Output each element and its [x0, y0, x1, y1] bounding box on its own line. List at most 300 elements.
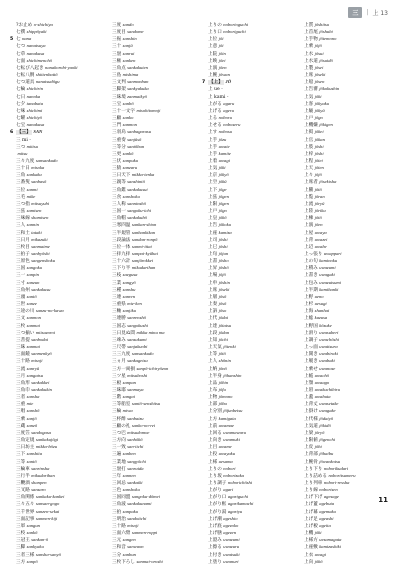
entry-reading: agari — [223, 487, 234, 493]
dictionary-entry — [298, 416, 390, 423]
dictionary-entry — [10, 265, 102, 272]
entry-headword: 上りの — [208, 466, 222, 472]
entry-reading: jōsho — [218, 258, 229, 264]
entry-headword: 七日 — [16, 94, 26, 100]
dictionary-entry — [202, 187, 294, 194]
entry-reading: sankaku — [26, 172, 42, 178]
entry-reading: jōfunbetsu — [223, 408, 243, 414]
entry-reading: mitsudomoe — [127, 429, 150, 435]
entry-headword: 上流 — [304, 201, 314, 207]
entry-reading: sanzen-sekai — [35, 508, 60, 514]
dictionary-entry — [298, 43, 390, 50]
entry-reading: jōtō — [314, 186, 322, 192]
dictionary-entry — [298, 194, 390, 201]
entry-headword: 上付き — [208, 552, 222, 558]
entry-number: 5 — [10, 37, 14, 43]
entry-headword: 七夕 — [16, 101, 26, 107]
header-separator: | — [366, 8, 369, 16]
entry-headword: 三日月 — [16, 237, 30, 243]
entry-reading: kamizashiki — [319, 544, 341, 550]
dictionary-entry — [202, 516, 294, 523]
dictionary-entry — [202, 509, 294, 516]
entry-headword: 三和音 — [112, 545, 126, 551]
entry-reading: noborikudari — [323, 465, 349, 471]
dictionary-entry — [106, 330, 198, 337]
dictionary-entry — [106, 444, 198, 451]
entry-reading: kōzuke — [319, 322, 332, 328]
entry-reading: uwazutsumi — [319, 279, 341, 285]
entry-headword: 上訴 — [208, 309, 218, 315]
entry-reading: noborioguchi — [223, 22, 249, 27]
entry-headword: 上代 — [208, 316, 218, 322]
entry-reading: sanshō — [26, 408, 40, 414]
dictionary-entry — [298, 101, 390, 108]
entry-reading: jōzu — [218, 136, 227, 142]
dictionary-entry — [202, 430, 294, 437]
entry-headword: 上様 — [208, 459, 218, 465]
entry-reading: sangai — [122, 394, 135, 400]
entry-reading: sankyaku — [26, 544, 44, 550]
entry-reading: sanrui — [122, 50, 135, 56]
entry-reading: agebuta — [319, 501, 335, 507]
entry-headword: 上級 — [304, 108, 314, 114]
entry-reading: mitsuboshi — [127, 372, 148, 378]
dictionary-entry — [202, 215, 294, 222]
dictionary-entry — [298, 151, 390, 158]
entry-reading: sanninshō — [127, 200, 146, 206]
entry-reading: sanjūsō — [127, 136, 142, 142]
dictionary-entry — [298, 251, 390, 258]
dictionary-entry — [298, 29, 390, 36]
dictionary-entry — [10, 459, 102, 466]
entry-reading: jōhanshin — [223, 372, 242, 378]
dictionary-entry — [10, 430, 102, 437]
entry-headword: 七宝 — [16, 123, 26, 129]
entry-reading: uwaago — [314, 379, 330, 385]
entry-headword: 三下 — [16, 452, 26, 458]
entry-headword: 三十日 — [16, 166, 30, 172]
entry-reading: sankagetsu — [127, 358, 148, 364]
entry-headword: 三権 — [112, 58, 122, 64]
entry-reading: uwagi — [218, 157, 230, 163]
entry-reading: tataki — [31, 229, 42, 235]
dictionary-entry — [10, 94, 102, 101]
entry-headword: 三伏 — [112, 158, 122, 164]
entry-reading: uesamagata — [319, 537, 342, 543]
entry-reading: sankakuten — [127, 64, 148, 70]
entry-reading: shichirin — [26, 86, 44, 92]
entry-headword: 上乗 — [304, 44, 314, 50]
entry-headword: 三度笠 — [16, 430, 30, 436]
entry-reading: uwazuru — [223, 544, 240, 550]
dictionary-entry — [202, 94, 294, 101]
entry-reading: ageru — [223, 107, 234, 113]
entry-headword: 三和土 — [16, 230, 30, 236]
dictionary-entry — [106, 137, 198, 144]
entry-reading: sansankudo — [131, 351, 154, 357]
entry-reading: uwachō — [314, 372, 329, 378]
entry-headword: 上席 — [208, 287, 218, 293]
entry-headword: 三元 — [112, 538, 122, 544]
entry-headword: 上陸 — [304, 209, 314, 215]
dictionary-entry — [202, 444, 294, 451]
entry-headword: 三月 — [16, 373, 26, 379]
entry-reading: uwakuchibiru — [314, 386, 340, 392]
entry-headword: 上腕 — [208, 73, 218, 79]
entry-reading: mikudarihan — [131, 265, 156, 271]
dictionary-entry — [202, 416, 294, 423]
dictionary-entry — [202, 272, 294, 279]
entry-reading: jōwan — [218, 72, 230, 78]
entry-reading: jōsei — [314, 64, 324, 70]
entry-headword: 三拍 — [112, 509, 122, 515]
entry-headword: 上顎 — [304, 380, 314, 386]
entry-reading: noborizaka — [223, 472, 244, 478]
dictionary-entry — [202, 51, 294, 58]
entry-headword: 上司 — [208, 237, 218, 243]
dictionary-entry — [106, 366, 198, 373]
dictionary-entry — [10, 516, 102, 523]
entry-reading: sanben — [122, 451, 136, 457]
entry-reading: misoka — [31, 165, 45, 171]
entry-headword: 三親等 — [112, 180, 126, 186]
entry-reading: sanbasō — [31, 179, 47, 185]
entry-headword: 上納 — [208, 366, 218, 372]
entry-headword: 三等船室 — [112, 402, 131, 408]
entry-headword: 上背 — [304, 237, 314, 243]
entry-headword: 三叉路 — [16, 488, 30, 494]
dictionary-entry — [298, 387, 390, 394]
entry-headword: 三日天下 — [112, 173, 131, 179]
dictionary-entry — [10, 387, 102, 394]
entry-headword: 三角関係 — [16, 495, 35, 501]
dictionary-entry — [202, 301, 294, 308]
entry-headword: 三国 — [16, 266, 26, 272]
entry-headword: 三人 — [16, 223, 26, 229]
section-tab[interactable]: 三 — [348, 7, 362, 18]
dictionary-entry — [202, 315, 294, 322]
entry-reading: sansukumi — [127, 336, 147, 342]
entry-reading: sanmenkyō — [31, 351, 52, 357]
entry-reading: sanmaya — [127, 386, 144, 392]
entry-reading: sankyakuka — [127, 86, 149, 92]
dictionary-entry — [298, 215, 390, 222]
entry-reading: uwasuberi — [319, 329, 339, 335]
entry-headword: 三業地 — [112, 459, 126, 465]
dictionary-entry — [298, 308, 390, 315]
entry-headword: 上申 — [208, 280, 218, 286]
entry-reading: jōtei — [314, 157, 323, 163]
dictionary-entry — [298, 373, 390, 380]
entry-headword: 上書 — [208, 259, 218, 265]
entry-reading: sannin — [26, 222, 39, 228]
entry-reading: mitsuyubi — [31, 200, 50, 206]
entry-headword: 上せる — [208, 123, 222, 129]
entry-reading: agarikamachi — [227, 501, 254, 507]
dictionary-entry — [10, 208, 102, 215]
dictionary-entry — [106, 43, 198, 50]
dictionary-entry — [10, 330, 102, 337]
entry-headword: 三ヵ月 — [112, 359, 126, 365]
dictionary-entry — [10, 58, 102, 65]
entry-headword: 上げ底 — [208, 523, 222, 529]
dictionary-entry — [10, 51, 102, 58]
entry-reading: jōshi — [314, 150, 324, 156]
dictionary-entry — [106, 423, 198, 430]
entry-reading: sangyō — [122, 279, 136, 285]
dictionary-entry — [298, 72, 390, 79]
entry-reading: jōjun — [218, 251, 229, 256]
dictionary-entry — [10, 201, 102, 208]
dictionary-entry — [202, 523, 294, 530]
entry-headword: 上質 — [304, 23, 314, 28]
entry-reading: sanren — [122, 293, 136, 299]
dictionary-entry — [202, 194, 294, 201]
dictionary-entry — [106, 552, 198, 559]
entry-column-3 — [202, 22, 294, 565]
entry-headword: 上首尾 — [304, 30, 318, 36]
entry-headword: 三十六計 — [112, 259, 131, 265]
entry-reading: noborichōshi — [227, 480, 253, 485]
dictionary-entry — [202, 258, 294, 265]
entry-headword: 上役 — [208, 452, 218, 458]
entry-headword: 上客 — [304, 101, 314, 107]
entry-headword: 三塁打 — [112, 466, 126, 472]
entry-headword: 三更 — [112, 151, 122, 157]
entry-headword: 上巳 — [208, 244, 218, 250]
entry-headword: 上げ下げ — [304, 495, 323, 501]
entry-reading: jōryū — [314, 200, 325, 206]
entry-headword: 上空 — [208, 180, 218, 186]
entry-reading: sando — [122, 22, 134, 27]
entry-reading: misohitomoji — [136, 107, 161, 113]
dictionary-entry — [298, 459, 390, 466]
dictionary-entry — [106, 516, 198, 523]
entry-reading: kamigata — [218, 415, 236, 421]
entry-reading: uwattsura — [319, 344, 338, 350]
dictionary-entry — [298, 108, 390, 115]
entry-headword: 三板 — [112, 380, 122, 386]
entry-headword: 三つ — [16, 144, 26, 150]
entry-reading: uwatsuki — [223, 551, 240, 557]
dictionary-entry — [106, 201, 198, 208]
dictionary-entry — [202, 222, 294, 229]
dictionary-entry — [10, 280, 102, 287]
entry-reading: sanbō — [122, 100, 134, 106]
entry-reading: noborisen — [319, 487, 338, 493]
dictionary-entry — [298, 523, 390, 530]
dictionary-entry — [10, 137, 102, 144]
dictionary-entry — [298, 430, 390, 437]
dictionary-entry — [10, 237, 102, 244]
entry-reading: nanatsudōgu — [35, 79, 60, 85]
entry-headword: 三重 — [16, 402, 26, 408]
dictionary-entry — [202, 251, 294, 258]
entry-reading: jōki — [218, 165, 226, 171]
dictionary-entry — [298, 358, 390, 365]
entry-reading: noboriguchi — [223, 29, 246, 35]
entry-reading: uesama — [218, 458, 233, 464]
entry-reading: mitsuzoroi — [35, 329, 56, 335]
dictionary-entry — [10, 258, 102, 265]
entry-headword: 三寸 — [16, 280, 26, 286]
dictionary-entry — [202, 115, 294, 122]
entry-headword: 三千世界 — [16, 509, 35, 515]
entry-headword: 上衣 — [304, 552, 314, 558]
dictionary-entry — [10, 194, 102, 201]
dictionary-entry — [10, 36, 102, 43]
entry-reading: shichimi — [26, 107, 43, 113]
entry-headword: 上掲 — [304, 130, 314, 136]
entry-headword: 上滑り — [304, 330, 318, 336]
entry-number: 6 — [10, 130, 14, 136]
entry-reading: nanoka — [26, 93, 41, 99]
dictionary-entry — [202, 144, 294, 151]
entry-headword: 【三】 — [17, 130, 31, 136]
entry-reading: sanshoku — [122, 193, 140, 199]
entry-headword: 三角点 — [112, 65, 126, 71]
entry-headword: 上々 — [304, 173, 314, 179]
entry-headword: 上知 — [208, 337, 218, 343]
dictionary-entry — [202, 280, 294, 287]
entry-headword: 上気道 — [304, 423, 318, 429]
entry-reading: kamihanki — [319, 286, 339, 292]
entry-headword: 上げる — [208, 108, 222, 114]
entry-reading: JŌ — [225, 79, 232, 85]
dictionary-entry — [10, 108, 102, 115]
entry-reading: uwabaki — [319, 358, 335, 364]
dictionary-entry — [298, 444, 390, 451]
dictionary-entry — [298, 487, 390, 494]
entry-reading: sanshita — [26, 451, 42, 457]
dictionary-entry — [298, 294, 390, 301]
entry-headword: 上層 — [208, 294, 218, 300]
dictionary-entry — [202, 451, 294, 458]
entry-reading: jōtō — [218, 351, 226, 357]
entry-reading: jōi — [218, 36, 224, 42]
entry-headword: 三世 — [16, 302, 26, 308]
dictionary-entry — [106, 230, 198, 237]
entry-reading: sanjū — [122, 43, 133, 49]
entry-reading: uwazei — [314, 236, 328, 242]
entry-reading: sanpai-kyūhai — [131, 251, 158, 256]
dictionary-entry — [298, 337, 390, 344]
entry-reading: jōkei — [314, 129, 324, 135]
entry-reading: jōkidō — [319, 422, 331, 428]
entry-reading: sanbun — [122, 551, 136, 557]
entry-reading: shichiyō — [26, 115, 42, 121]
entry-headword: 上 kami — [208, 94, 226, 100]
dictionary-entry — [202, 201, 294, 208]
entry-headword: 三寒四温 — [112, 223, 131, 229]
entry-headword: 上旬 — [208, 252, 218, 257]
entry-headword: 三顧の礼 — [112, 423, 131, 429]
entry-headword: 三竦み — [112, 337, 126, 343]
entry-headword: 三宝 — [112, 101, 122, 107]
entry-reading: jōkō — [218, 215, 227, 221]
entry-headword: 三つ指 — [16, 201, 30, 207]
entry-headword: 三ツ星 — [112, 373, 126, 379]
entry-headword: 三連勝 — [112, 316, 126, 322]
dictionary-entry — [202, 287, 294, 294]
dictionary-entry — [106, 494, 198, 501]
entry-headword: 三日見ぬ間 — [112, 330, 135, 336]
entry-reading: jōmono — [218, 394, 233, 400]
dictionary-entry — [106, 323, 198, 330]
dictionary-entry — [202, 108, 294, 115]
entry-reading: sanryū — [26, 365, 40, 371]
entry-headword: 上棟 — [304, 216, 314, 222]
entry-reading: ageita — [319, 522, 331, 528]
dictionary-entry — [298, 222, 390, 229]
entry-headword: 三十一文字 — [112, 108, 135, 114]
dictionary-entry — [106, 358, 198, 365]
entry-reading: jōshitsu — [314, 22, 329, 27]
entry-reading: sanjūrokkei — [131, 258, 154, 264]
dictionary-entry — [298, 516, 390, 523]
dictionary-entry — [202, 29, 294, 36]
entry-headword: 上り口 — [208, 30, 222, 36]
entry-reading: jōshi — [218, 243, 228, 249]
dictionary-entry — [106, 408, 198, 415]
dictionary-entry — [298, 122, 390, 129]
entry-reading: sangoku — [26, 265, 42, 271]
dictionary-entry — [10, 537, 102, 544]
dictionary-entry — [106, 387, 198, 394]
entry-headword: 上野国 — [304, 323, 318, 329]
entry-reading: sandome — [127, 29, 144, 35]
entry-reading: jōsekisha — [319, 179, 337, 185]
dictionary-entry — [202, 530, 294, 537]
entry-headword: 三唱 — [16, 409, 26, 415]
dictionary-entry — [106, 509, 198, 516]
entry-headword: 上杉 — [304, 302, 314, 308]
entry-reading: sankō — [26, 530, 38, 536]
entry-headword: 三国同盟 — [112, 495, 131, 501]
dictionary-entry — [10, 215, 102, 222]
dictionary-entry — [106, 65, 198, 72]
dictionary-entry — [202, 466, 294, 473]
dictionary-entry — [106, 122, 198, 129]
entry-headword: 上る — [208, 116, 218, 122]
dictionary-entry — [106, 416, 198, 423]
entry-headword: 上手物 — [304, 37, 318, 43]
entry-reading: uwasetake — [319, 401, 339, 407]
entry-reading: jōkokushin — [319, 86, 340, 92]
entry-headword: 三冠王 — [16, 538, 30, 544]
entry-headword: 上段 — [208, 330, 218, 336]
entry-reading: sanhōkō — [127, 437, 143, 443]
entry-reading: jōki — [314, 530, 322, 536]
entry-reading: nana — [22, 36, 32, 42]
entry-reading: jōnō — [218, 365, 227, 371]
entry-reading: shamisen — [31, 215, 49, 221]
entry-reading: mittsu — [26, 143, 38, 149]
entry-reading: sanhankikan — [131, 229, 156, 235]
entry-reading: sanzu-no-kawa — [35, 308, 64, 314]
entry-headword: 上っ面 — [304, 345, 318, 351]
entry-reading: sankakkei — [31, 379, 50, 385]
entry-headword: 三枝 — [112, 273, 122, 279]
entry-reading: kamite — [218, 150, 231, 156]
dictionary-entry — [202, 244, 294, 251]
entry-reading: zanmaikyō — [127, 93, 147, 99]
entry-headword: 三つ巴 — [112, 430, 126, 436]
entry-reading: mishima — [122, 72, 139, 78]
entry-reading: jōran — [314, 193, 325, 199]
dictionary-entry — [298, 501, 390, 508]
entry-headword: 三軍 — [16, 523, 26, 529]
